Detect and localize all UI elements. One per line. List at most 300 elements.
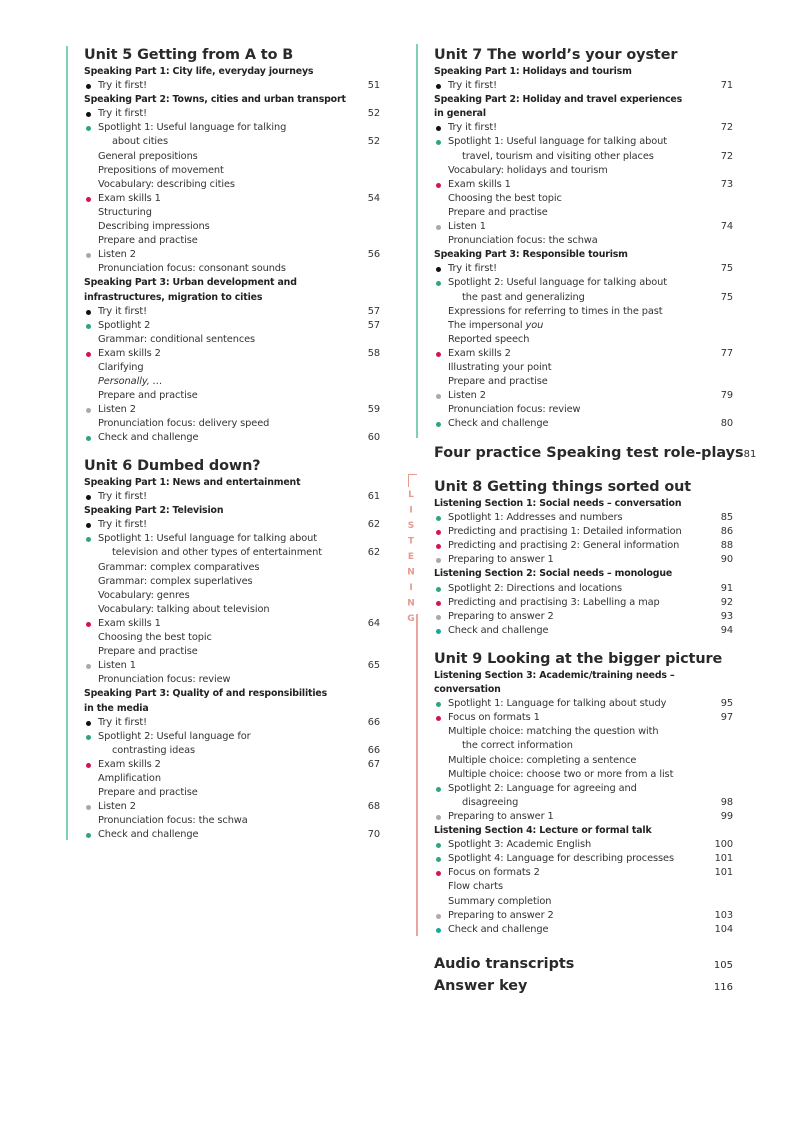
page-number: 59 [367,404,380,416]
page-number: 62 [367,519,380,531]
toc-entry[interactable] [434,135,733,149]
toc-subentry [434,880,733,894]
toc-entry[interactable] [84,758,380,772]
emphasis-text: you [525,319,544,331]
page-number: 93 [720,610,733,622]
teal-bullet-icon [436,629,441,634]
toc-subentry [84,631,380,645]
entry-text: Prepare and practise [98,390,198,402]
entry-text: Spotlight 2: Useful language for talking about [448,277,668,289]
page-number: 85 [720,512,733,524]
section-heading: in the media [84,702,149,714]
toc-entry[interactable] [434,810,733,824]
entry-text: Exam skills 1 [98,617,161,629]
toc-subentry [434,192,733,206]
red-bullet-icon [436,183,441,188]
toc-subentry [434,725,733,739]
page-number: 81 [743,449,757,460]
toc-subentry [84,262,380,276]
entry-text: Pronunciation focus: consonant sounds [98,263,286,275]
entry-text: disagreeing [462,796,519,808]
entry-text: about cities [112,136,168,148]
page-number: 60 [367,432,380,444]
answer-key-title: Answer key [434,978,528,994]
toc-entry[interactable] [434,923,733,937]
page-number: 75 [720,263,733,275]
red-bullet-icon [86,622,91,627]
toc-subentry[interactable] [84,135,380,149]
entry-text: The impersonal you [448,319,544,331]
toc-entry[interactable] [434,838,733,852]
unit-6-title[interactable]: Unit 6 Dumbed down? [84,458,261,474]
toc-subentry [84,561,380,575]
unit-5-title[interactable]: Unit 5 Getting from A to B [84,47,294,63]
entry-text: Check and challenge [448,923,549,935]
toc-entry[interactable] [84,490,380,504]
page-number: 77 [720,347,733,359]
entry-text: Spotlight 2: Useful language for [98,730,251,742]
section-heading: Speaking Part 2: Television [84,505,224,517]
page-number [360,730,380,744]
page-number: 62 [367,547,380,559]
entry-text: Spotlight 3: Academic English [448,839,592,851]
page-number: 86 [720,526,733,538]
entry-text: Flow charts [448,881,503,893]
entry-text: Illustrating your point [448,361,552,373]
page-number: 57 [367,305,380,317]
entry-text: Grammar: complex superlatives [98,575,253,587]
toc-subentry [84,220,380,234]
page-number [713,234,733,248]
page-number: 52 [367,108,380,120]
entry-text: Spotlight 2 [98,319,151,331]
toc-subentry [434,305,733,319]
green-bullet-icon [436,787,441,792]
toc-entry[interactable] [434,525,733,539]
teal-bullet-icon [436,928,441,933]
page-number [713,276,733,290]
page-number [360,375,380,389]
entry-text: Pronunciation focus: review [98,674,231,686]
toc-entry[interactable] [84,800,380,814]
unit-9 [434,649,733,937]
entry-text: Try it first! [98,305,147,317]
toc-entry[interactable] [84,532,380,546]
toc-entry[interactable] [434,121,733,135]
entry-text: Prepositions of movement [98,164,224,176]
page-number: 79 [720,390,733,402]
toc-entry[interactable] [434,417,733,431]
page-number: 72 [720,122,733,134]
section-heading: Speaking Part 2: Towns, cities and urban transport [84,94,346,106]
page-number: 94 [720,624,733,636]
entry-text: Spotlight 1: Useful language for talking about [98,533,318,545]
section-heading: Speaking Part 3: Responsible tourism [434,249,628,261]
page-number [360,575,380,589]
page-number: 64 [367,617,380,629]
role-plays-title: Four practice Speaking test role-plays [434,445,744,461]
unit-8 [434,477,733,638]
toc-subentry [434,895,733,909]
entry-text: Check and challenge [98,829,199,841]
toc-entry[interactable] [84,730,380,744]
section-heading: Listening Section 1: Social needs – conversation [434,498,682,509]
toc-entry[interactable] [84,107,380,121]
page-number: 95 [720,698,733,710]
entry-text: Listen 2 [448,390,486,402]
toc-entry[interactable] [84,319,380,333]
toc-subentry [434,375,733,389]
page-number [713,895,733,909]
page-number: 61 [367,491,380,503]
toc-entry[interactable] [84,617,380,631]
role-plays-entry[interactable] [434,443,757,465]
entry-text: Multiple choice: choose two or more from a list [448,768,674,780]
entry-text: Amplification [98,772,161,784]
red-bullet-icon [86,352,91,357]
section-heading: Speaking Part 3: Urban development and [84,277,297,289]
toc-subentry [84,645,380,659]
listening-section-label: LISTENING [406,490,416,630]
entry-text: Listen 2 [98,404,136,416]
toc-subentry[interactable] [84,744,380,758]
black-bullet-icon [86,721,91,726]
entry-text: the correct information [462,740,573,752]
green-bullet-icon [86,735,91,740]
page-number [360,532,380,546]
unit-9-title[interactable]: Unit 9 Looking at the bigger picture [434,651,723,667]
section-heading: Speaking Part 1: Holidays and tourism [434,66,632,77]
entry-text: Check and challenge [448,624,549,636]
page-number: 91 [720,582,733,594]
page-number [360,814,380,828]
page-number: 51 [367,80,380,92]
toc-subentry [84,333,380,347]
page-number: 68 [367,801,380,813]
page-number [713,725,733,739]
page-number: 104 [714,923,733,935]
entry-text: Prepare and practise [448,206,548,218]
entry-text: Vocabulary: genres [98,589,190,601]
section-heading: Listening Section 2: Social needs – monologue [434,568,673,580]
toc-entry[interactable] [84,248,380,262]
entry-text: Vocabulary: talking about television [98,603,270,615]
page-number [713,135,733,149]
page-number [360,361,380,375]
toc-subentry [84,673,380,687]
entry-text: Prepare and practise [98,235,198,247]
page-number: 57 [367,319,380,331]
entry-text: Exam skills 2 [98,347,161,359]
section-heading: conversation [434,684,501,696]
toc-entry[interactable] [84,347,380,361]
red-bullet-icon [86,197,91,202]
entry-text: Grammar: complex comparatives [98,561,260,573]
page-number [713,782,733,796]
entry-text: Multiple choice: matching the question with [448,726,659,738]
page-number: 66 [367,744,380,756]
toc-entry[interactable] [434,539,733,553]
toc-entry[interactable] [84,828,380,842]
toc-entry[interactable] [434,697,733,711]
toc-entry[interactable] [84,305,380,319]
entry-text: Reported speech [448,333,530,345]
toc-subentry [434,234,733,248]
entry-text: Prepare and practise [448,376,548,388]
entry-text: Spotlight 1: Addresses and numbers [448,512,623,524]
entry-text: Predicting and practising 2: General information [448,540,680,552]
unit-6 [84,456,380,842]
entry-text: Summary completion [448,895,552,907]
entry-text: Check and challenge [98,432,199,444]
page-number [360,417,380,431]
page-number [360,631,380,645]
red-bullet-icon [436,352,441,357]
toc-entry[interactable] [84,431,380,445]
entry-text: Try it first! [448,80,497,92]
toc-entry[interactable] [434,596,733,610]
entry-text: the past and generalizing [462,291,585,303]
toc-entry[interactable] [434,511,733,525]
listening-rule-corner [408,474,417,487]
page-number [713,754,733,768]
entry-text: television and other types of entertainment [112,547,322,559]
entry-text: Prepare and practise [98,787,198,799]
lilac-bullet-icon [436,914,441,919]
toc-subentry [84,786,380,800]
unit-8-entries [434,497,733,638]
black-bullet-icon [86,310,91,315]
entry-text: Expressions for referring to times in the past [448,305,663,317]
toc-subentry [434,164,733,178]
toc-entry[interactable] [434,178,733,192]
toc-subentry[interactable] [434,150,733,164]
toc-subentry [84,772,380,786]
page-number [713,164,733,178]
toc-entry[interactable] [84,403,380,417]
toc-subentry [84,178,380,192]
page-number: 58 [367,347,380,359]
toc-subentry [84,206,380,220]
page-number [713,319,733,333]
toc-subentry [434,206,733,220]
toc-entry[interactable] [434,909,733,923]
entry-text: Try it first! [98,108,147,120]
toc-entry[interactable] [434,389,733,403]
page-number: 65 [367,660,380,672]
page-number: 98 [720,796,733,808]
entry-text: Prepare and practise [98,646,198,658]
entry-text: General prepositions [98,150,198,162]
unit-7-entries [434,65,733,431]
red-bullet-icon [86,763,91,768]
toc-subentry [84,814,380,828]
toc-entry[interactable] [434,347,733,361]
green-bullet-icon [436,587,441,592]
toc-entry[interactable] [434,553,733,567]
toc-subentry [434,739,733,753]
page-number [713,333,733,347]
entry-text: Try it first! [98,491,147,503]
page-number: 88 [720,540,733,552]
entry-text: Grammar: conditional sentences [98,333,256,345]
toc-entry[interactable] [434,610,733,624]
toc-subentry [84,603,380,617]
page-number [713,768,733,782]
section-heading: Speaking Part 2: Holiday and travel experiences [434,94,683,106]
toc-subentry[interactable] [84,546,380,560]
page-number: 92 [720,596,733,608]
toc-entry[interactable] [434,782,733,796]
entry-text: Vocabulary: holidays and tourism [448,164,608,176]
toc-subentry [84,234,380,248]
toc-subentry [434,361,733,375]
unit-7 [434,45,733,431]
page-number: 99 [720,810,733,822]
entry-text: Spotlight 4: Language for describing processes [448,853,674,865]
page-number: 75 [720,291,733,303]
entry-text: Check and challenge [448,418,549,430]
entry-text: Personally, … [98,376,163,388]
toc-entry[interactable] [434,624,733,638]
green-bullet-icon [86,324,91,329]
page-number [360,673,380,687]
entry-text: Spotlight 1: Language for talking about study [448,698,667,710]
page-number [360,645,380,659]
page-number: 54 [367,192,380,204]
toc-entry[interactable] [434,220,733,234]
toc-entry[interactable] [84,79,380,93]
page-number: 90 [720,554,733,566]
toc-entry[interactable] [434,79,733,93]
entry-text: Try it first! [448,122,497,134]
toc-subentry [434,403,733,417]
red-bullet-icon [436,601,441,606]
entry-text: Vocabulary: describing cities [98,178,235,190]
page-number [713,206,733,220]
entry-text: Focus on formats 2 [448,867,540,879]
toc-entry[interactable] [84,518,380,532]
unit-6-entries [84,476,380,842]
page-number: 97 [720,712,733,724]
toc-subentry [84,164,380,178]
toc-entry[interactable] [84,716,380,730]
page-number [713,192,733,206]
entry-text: Focus on formats 1 [448,712,540,724]
page-number [360,121,380,135]
answer-key-entry[interactable] [434,976,733,998]
entry-text: Spotlight 1: Useful language for talking [98,122,287,134]
entry-text: Listen 1 [448,221,486,233]
unit-7-title[interactable]: Unit 7 The world’s your oyster [434,47,678,63]
entry-text: Try it first! [448,263,497,275]
toc-subentry [84,375,380,389]
toc-entry[interactable] [434,262,733,276]
grey-bullet-icon [436,815,441,820]
page-number [360,206,380,220]
page-number: 70 [367,829,380,841]
toc-subentry [434,768,733,782]
toc-subentry [84,389,380,403]
page-number: 73 [720,178,733,190]
entry-text: Exam skills 1 [448,178,511,190]
page-number [360,389,380,403]
toc-entry[interactable] [84,192,380,206]
page-number [360,333,380,347]
page-number [360,220,380,234]
unit-5 [84,45,380,446]
entry-text: Exam skills 2 [448,347,511,359]
toc-subentry[interactable] [434,796,733,810]
section-heading: infrastructures, migration to cities [84,291,263,303]
unit-8-title[interactable]: Unit 8 Getting things sorted out [434,479,692,495]
entry-text: travel, tourism and visiting other places [462,150,654,162]
toc-subentry [84,417,380,431]
page-number: 66 [367,716,380,728]
entry-text: Listen 2 [98,249,136,261]
page-number [713,739,733,753]
entry-text: Listen 1 [98,660,136,672]
toc-entry[interactable] [434,866,733,880]
entry-text: Preparing to answer 1 [448,554,554,566]
entry-text: Structuring [98,206,152,218]
page-number [360,178,380,192]
entry-text: Describing impressions [98,221,210,233]
toc-entry[interactable] [434,711,733,725]
section-heading: Listening Section 4: Lecture or formal talk [434,825,652,837]
page-number: 67 [367,758,380,770]
toc-subentry [84,575,380,589]
page-number: 105 [713,960,733,971]
toc-subentry [84,361,380,375]
toc-subentry[interactable] [434,291,733,305]
page-number [713,305,733,319]
listening-rule [416,614,418,936]
page-number: 116 [713,982,733,993]
section-heading: Speaking Part 1: City life, everyday journeys [84,66,314,77]
toc-subentry [434,319,733,333]
page-number [360,150,380,164]
toc-subentry [84,150,380,164]
entry-text: Pronunciation focus: the schwa [448,235,598,247]
page-number: 72 [720,150,733,162]
toc-entry[interactable] [434,852,733,866]
section-heading: Speaking Part 1: News and entertainment [84,477,301,488]
audio-transcripts-entry[interactable] [434,954,733,976]
entry-text: Pronunciation focus: review [448,404,581,416]
toc-entry[interactable] [84,121,380,135]
entry-text: Multiple choice: completing a sentence [448,754,637,766]
toc-subentry [434,754,733,768]
speaking-rule-left [66,46,68,840]
page-number [360,772,380,786]
section-heading: in general [434,108,486,120]
entry-text: Spotlight 2: Language for agreeing and [448,782,637,794]
page-number [360,262,380,276]
entry-text: Predicting and practising 1: Detailed information [448,526,682,538]
entry-text: Pronunciation focus: delivery speed [98,418,270,430]
entry-text: Try it first! [98,80,147,92]
entry-text: Spotlight 2: Directions and locations [448,582,623,594]
toc-entry[interactable] [434,276,733,290]
page-number: 71 [720,80,733,92]
entry-text: Clarifying [98,361,144,373]
entry-text: Exam skills 1 [98,192,161,204]
toc-entry[interactable] [84,659,380,673]
toc-entry[interactable] [434,582,733,596]
entry-text: Try it first! [98,519,147,531]
entry-text: Preparing to answer 2 [448,909,554,921]
